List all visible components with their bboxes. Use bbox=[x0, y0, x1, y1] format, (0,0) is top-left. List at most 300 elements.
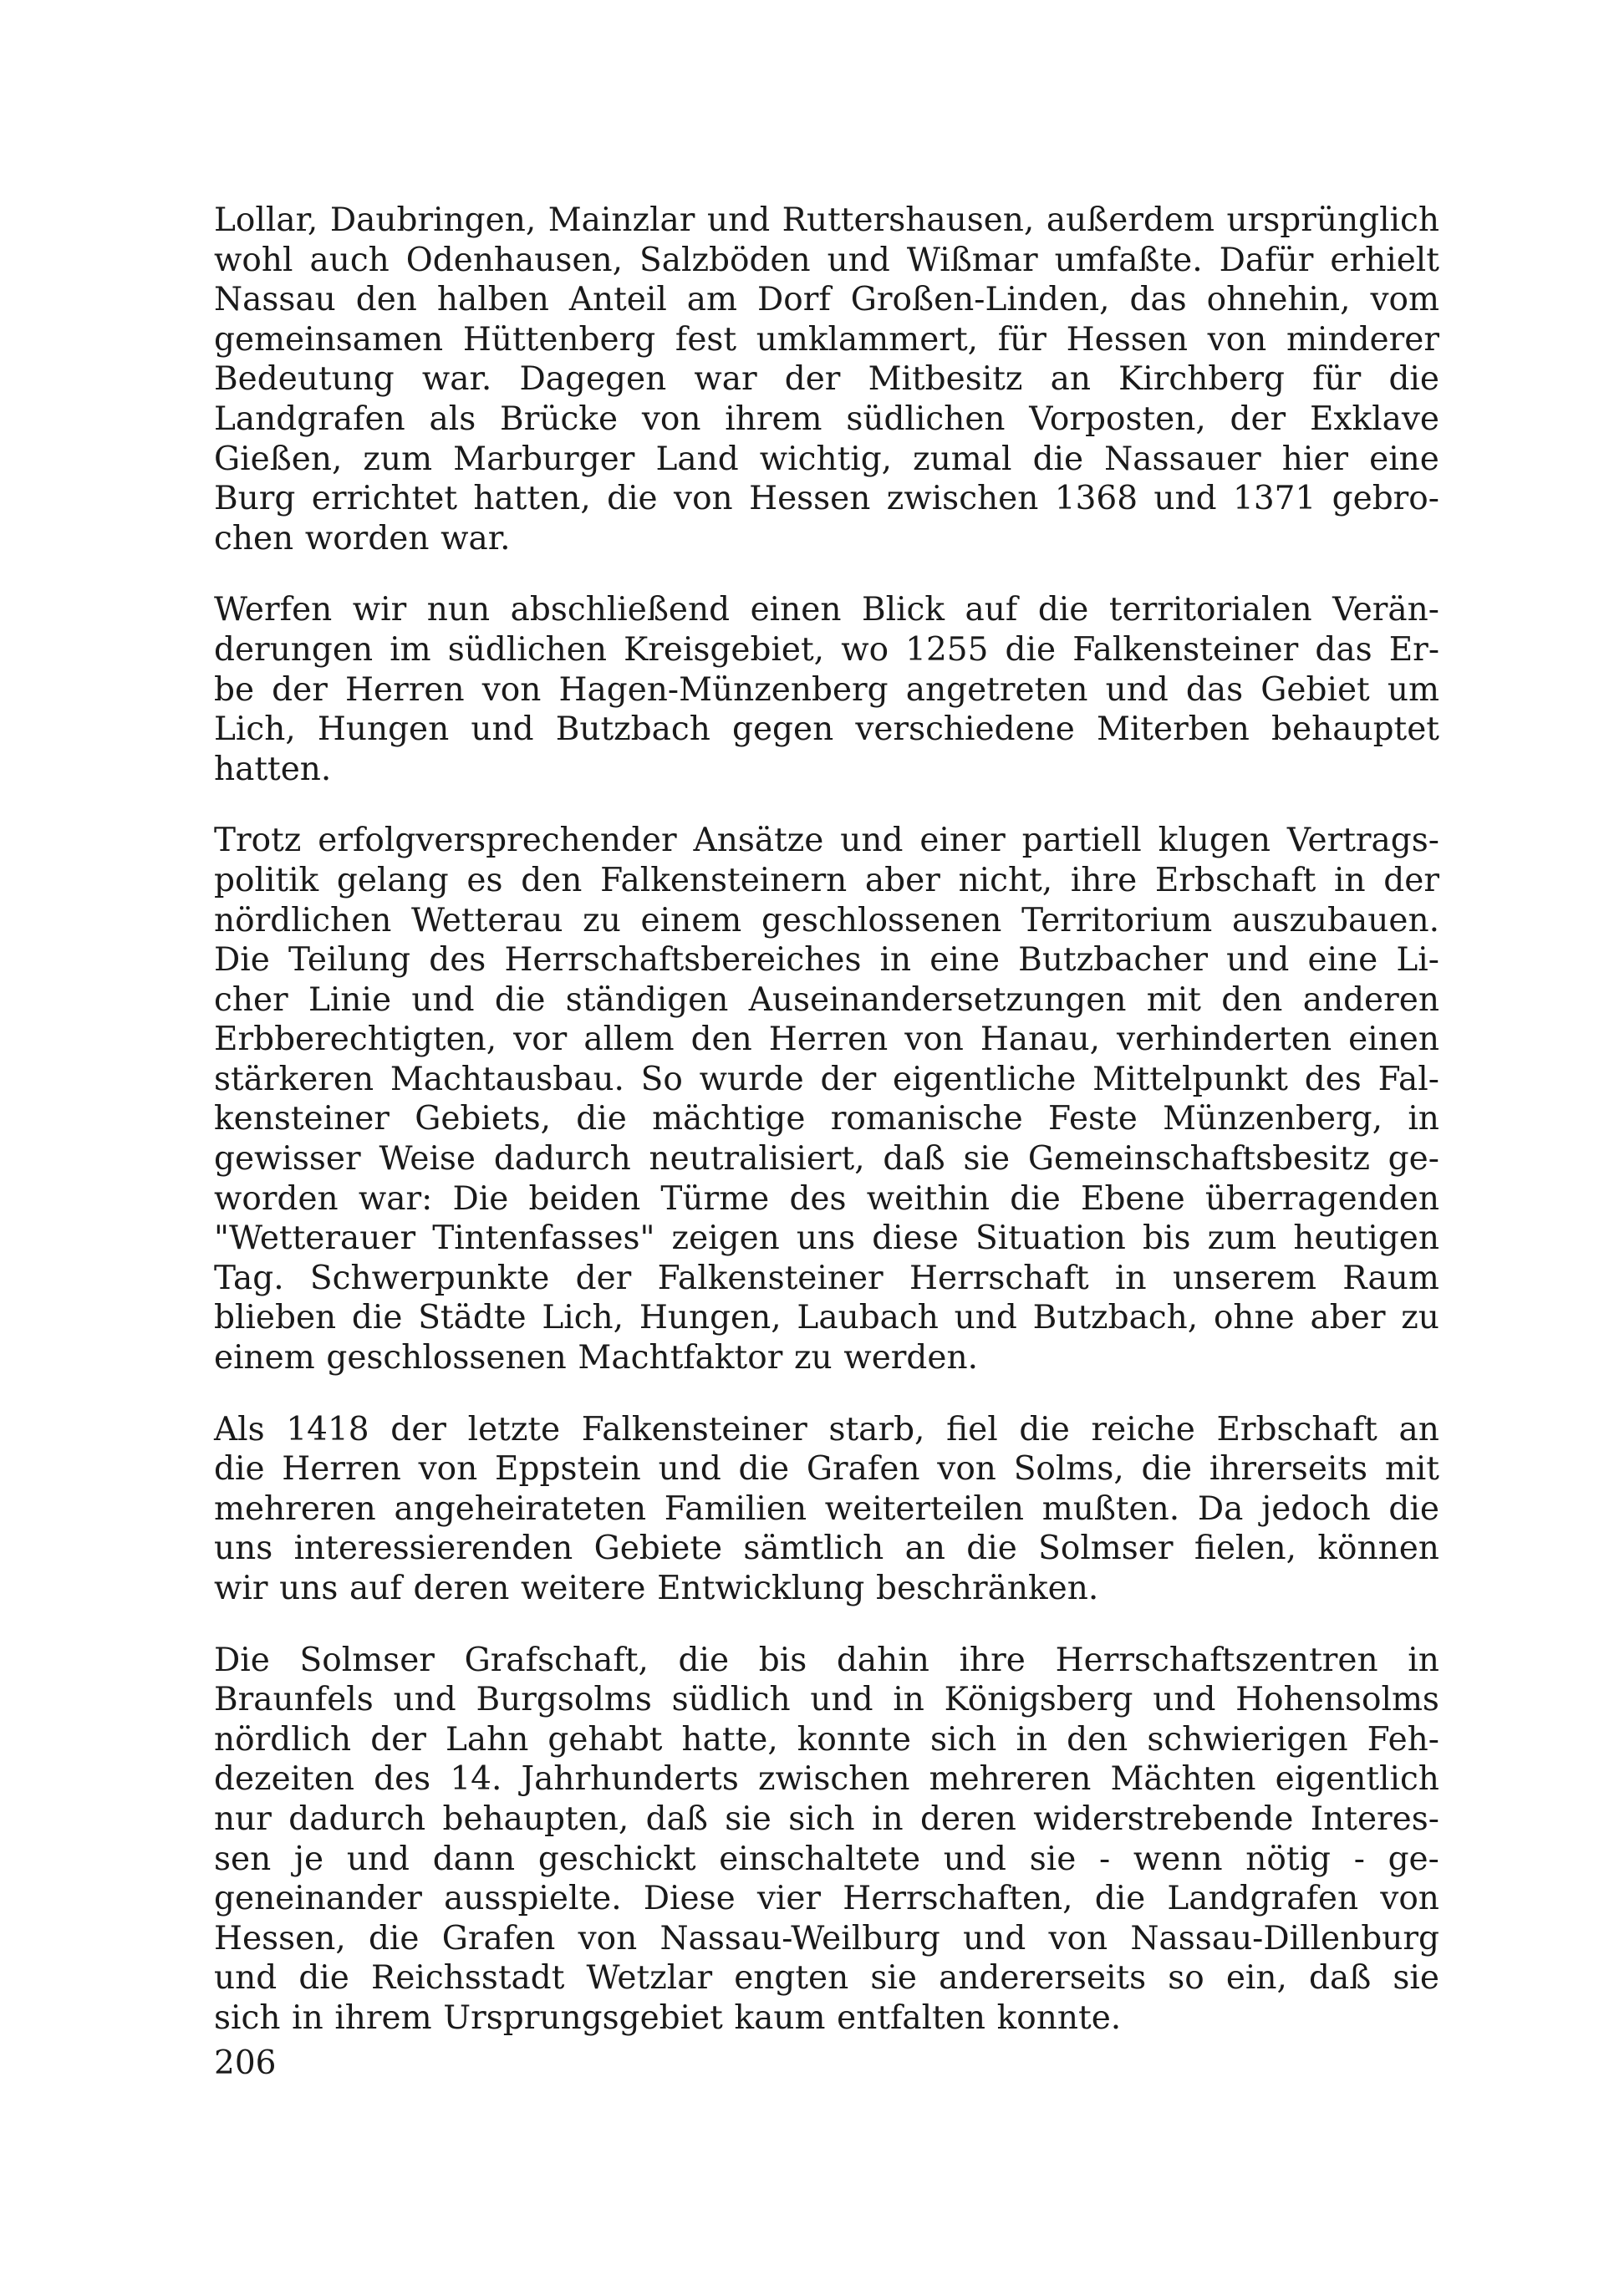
text-line bbox=[214, 1680, 1439, 1720]
word: sämtlich bbox=[743, 1530, 884, 1568]
word: derungen bbox=[214, 630, 374, 669]
word: wenn bbox=[1133, 1840, 1223, 1878]
word: Butzbach, bbox=[1032, 1299, 1199, 1337]
word: Vorposten, bbox=[1029, 400, 1206, 438]
word: am bbox=[686, 281, 737, 319]
word: in bbox=[1334, 861, 1366, 899]
word: die bbox=[1141, 1450, 1193, 1489]
word: Da bbox=[1197, 1489, 1244, 1528]
word: Linie bbox=[308, 980, 392, 1019]
word: um bbox=[1387, 670, 1439, 709]
word: Tag. bbox=[214, 1259, 284, 1297]
word: Laubach bbox=[797, 1299, 939, 1337]
word: ursprünglich bbox=[1226, 201, 1439, 239]
text-line bbox=[214, 750, 1439, 790]
word: zu bbox=[1401, 1299, 1439, 1337]
word: - bbox=[1353, 1840, 1365, 1878]
word: Nassau bbox=[214, 281, 336, 319]
word: und bbox=[827, 241, 890, 279]
word: aber bbox=[864, 861, 940, 899]
word: im bbox=[390, 630, 431, 669]
page-number: 206 bbox=[214, 2044, 277, 2082]
word: in bbox=[292, 1998, 323, 2037]
word: gehabt bbox=[547, 1720, 663, 1759]
word: sen bbox=[214, 1840, 272, 1878]
word: weiterteilen bbox=[824, 1489, 1025, 1528]
word: Grafschaft, bbox=[464, 1641, 649, 1679]
word: eine bbox=[1369, 440, 1439, 478]
word: ohne bbox=[1213, 1299, 1295, 1337]
word: Diese bbox=[643, 1880, 736, 1918]
word: Butzbach bbox=[555, 710, 710, 749]
word: mit bbox=[1146, 980, 1201, 1019]
word: umklammert, bbox=[756, 320, 979, 359]
word: Eppstein bbox=[495, 1450, 641, 1489]
word: uns bbox=[214, 1530, 273, 1568]
word: Auseinandersetzungen bbox=[748, 980, 1127, 1019]
word: Falkensteiner bbox=[657, 1259, 884, 1297]
word: Städte bbox=[418, 1299, 527, 1337]
text-line bbox=[214, 1139, 1439, 1179]
word: Kirchberg bbox=[1118, 360, 1285, 399]
word: Herrschaften, bbox=[843, 1880, 1073, 1918]
word: einen bbox=[750, 591, 842, 629]
word: entfalten bbox=[837, 1998, 986, 2037]
word: für bbox=[997, 320, 1046, 359]
word: und bbox=[943, 1840, 1006, 1878]
word: Solmser bbox=[299, 1641, 435, 1679]
word: abschließend bbox=[510, 591, 731, 629]
word: minderer bbox=[1286, 320, 1439, 359]
word: Die bbox=[214, 941, 270, 980]
word: Odenhausen, bbox=[405, 241, 624, 279]
word: eigentlich bbox=[1275, 1760, 1439, 1799]
word: die bbox=[214, 1450, 265, 1489]
word: daß bbox=[1309, 1959, 1372, 1998]
word: und bbox=[954, 1299, 1017, 1337]
word: Falkensteiner bbox=[581, 1410, 807, 1448]
text-line bbox=[214, 1298, 1439, 1338]
word: Nassauer bbox=[1104, 440, 1261, 478]
word: die bbox=[607, 480, 658, 518]
word: den bbox=[521, 861, 583, 899]
word: in bbox=[1115, 1259, 1147, 1297]
word: Familien bbox=[664, 1489, 807, 1528]
word: von bbox=[418, 1450, 478, 1489]
word: der bbox=[370, 1720, 426, 1759]
word: Wetterau bbox=[411, 901, 563, 939]
word: Herrschaftsbereiches bbox=[504, 941, 862, 980]
word: der bbox=[820, 1060, 877, 1098]
word: Reichsstadt bbox=[370, 1959, 565, 1998]
word: Lich, bbox=[214, 710, 296, 749]
word: Mainzlar bbox=[547, 201, 695, 239]
word: und bbox=[706, 201, 771, 239]
word: Wetzlar bbox=[586, 1959, 713, 1998]
word: einschaltete bbox=[719, 1840, 921, 1878]
word: - bbox=[1098, 1840, 1111, 1878]
word: des bbox=[789, 1179, 847, 1218]
text-line bbox=[214, 519, 1439, 559]
word: Schwerpunkte bbox=[309, 1259, 550, 1297]
word: von bbox=[1380, 1880, 1439, 1918]
word: weithin bbox=[866, 1179, 990, 1218]
word: reiche bbox=[1091, 1410, 1195, 1448]
word: "Wetterauer bbox=[214, 1219, 416, 1258]
text-line bbox=[214, 1569, 1439, 1609]
word: partiell bbox=[1021, 822, 1142, 860]
word: Hessen bbox=[749, 480, 871, 518]
paragraph-5 bbox=[214, 1641, 1439, 2039]
word: ihrem bbox=[725, 400, 822, 438]
word: und bbox=[471, 710, 534, 749]
word: von bbox=[1048, 1919, 1108, 1957]
word: war. bbox=[421, 360, 492, 399]
word: nötig bbox=[1245, 1840, 1331, 1878]
word: mächtige bbox=[652, 1100, 806, 1138]
text-line bbox=[214, 201, 1439, 241]
word: Gebiet bbox=[1260, 670, 1370, 709]
word: Hungen bbox=[317, 710, 450, 749]
word: südlichen bbox=[447, 630, 607, 669]
word: So bbox=[640, 1060, 683, 1098]
word: Burg bbox=[214, 480, 296, 518]
word: dahin bbox=[836, 1641, 929, 1679]
word: beschränken. bbox=[875, 1570, 1099, 1607]
word: die bbox=[1094, 1880, 1146, 1918]
word: außerdem bbox=[1046, 201, 1215, 239]
word: mehreren bbox=[929, 1760, 1092, 1799]
paragraph-1 bbox=[214, 201, 1439, 558]
word: kensteiner bbox=[214, 1100, 390, 1138]
word: und bbox=[840, 822, 904, 860]
word: des bbox=[1304, 1060, 1362, 1098]
word: als bbox=[429, 400, 476, 438]
word: werden. bbox=[843, 1339, 978, 1377]
word: Die bbox=[214, 1641, 270, 1679]
text-line bbox=[214, 1489, 1439, 1530]
word: von bbox=[641, 400, 701, 438]
word: die bbox=[678, 1641, 730, 1679]
word: auf bbox=[965, 591, 1018, 629]
word: ge- bbox=[1388, 1140, 1439, 1179]
word: die bbox=[1010, 1179, 1061, 1218]
word: zum bbox=[1207, 1219, 1277, 1258]
word: Land bbox=[655, 440, 739, 478]
word: worden bbox=[304, 519, 430, 557]
word: Ebene bbox=[1081, 1179, 1185, 1218]
word: Wißmar bbox=[906, 241, 1038, 279]
word: politik bbox=[214, 861, 319, 899]
word: Machtausbau. bbox=[390, 1060, 624, 1098]
word: zu bbox=[794, 1339, 833, 1377]
word: zu bbox=[583, 901, 621, 939]
word: des bbox=[374, 1760, 431, 1799]
word: zwischen bbox=[757, 1760, 910, 1799]
word: diese bbox=[872, 1219, 959, 1258]
word: 1418 bbox=[286, 1410, 369, 1448]
word: gemeinsamen bbox=[214, 320, 444, 359]
word: das bbox=[1129, 281, 1187, 319]
word: anderen bbox=[1302, 980, 1439, 1019]
word: Fal- bbox=[1377, 1060, 1439, 1098]
word: unserem bbox=[1172, 1259, 1316, 1297]
word: Türme bbox=[660, 1179, 770, 1218]
word: bis bbox=[1143, 1219, 1191, 1258]
word: Feh- bbox=[1367, 1720, 1439, 1759]
word: Machtfaktor bbox=[578, 1339, 783, 1377]
word: deren bbox=[919, 1800, 1016, 1838]
word: uns bbox=[796, 1219, 856, 1258]
word: starb, bbox=[828, 1410, 925, 1448]
word: Kreisgebiet, bbox=[624, 630, 825, 669]
word: Verän- bbox=[1332, 591, 1439, 629]
word: Landgrafen bbox=[1167, 1880, 1359, 1918]
word: an bbox=[1050, 360, 1091, 399]
word: Situation bbox=[975, 1219, 1126, 1258]
word: mit bbox=[1384, 1450, 1439, 1489]
word: sie bbox=[1029, 1840, 1077, 1878]
word: Münzenberg, bbox=[1163, 1100, 1383, 1138]
word: geschlossenen bbox=[326, 1339, 567, 1377]
text-line bbox=[214, 1219, 1439, 1259]
word: Gebiets, bbox=[415, 1100, 552, 1138]
word: und bbox=[1105, 670, 1169, 709]
word: von bbox=[937, 1450, 996, 1489]
word: die bbox=[738, 1450, 790, 1489]
word: angeheirateten bbox=[394, 1489, 647, 1528]
word: sie bbox=[725, 1800, 771, 1838]
word: und bbox=[658, 1450, 721, 1489]
word: Solms, bbox=[1013, 1450, 1124, 1489]
word: Interes- bbox=[1310, 1800, 1439, 1838]
word: Gemeinschaftsbesitz bbox=[1027, 1140, 1370, 1179]
text-line bbox=[214, 1879, 1439, 1919]
text-line bbox=[214, 400, 1439, 440]
word: 1371 bbox=[1233, 480, 1316, 518]
word: gegen bbox=[731, 710, 834, 749]
word: zeigen bbox=[671, 1219, 780, 1258]
word: vor bbox=[513, 1021, 568, 1059]
paragraph-3 bbox=[214, 821, 1439, 1377]
word: auch bbox=[309, 241, 390, 279]
word: an bbox=[904, 1530, 945, 1568]
text-line bbox=[214, 440, 1439, 480]
word: Jahrhunderts bbox=[521, 1760, 739, 1799]
word: nördlich bbox=[214, 1720, 352, 1759]
word: be bbox=[214, 670, 255, 709]
word: Feste bbox=[1048, 1100, 1138, 1138]
word: sich bbox=[788, 1800, 855, 1838]
word: dezeiten bbox=[214, 1760, 355, 1799]
word: allem bbox=[583, 1021, 675, 1059]
word: die bbox=[1005, 630, 1057, 669]
word: ohnehin, bbox=[1206, 281, 1351, 319]
word: Herren bbox=[345, 670, 465, 709]
text-line bbox=[214, 670, 1439, 710]
word: und bbox=[346, 1840, 410, 1878]
text-line bbox=[214, 1800, 1439, 1840]
word: Hüttenberg bbox=[462, 320, 656, 359]
word: in bbox=[893, 1681, 924, 1719]
word: widerstrebende bbox=[1033, 1800, 1294, 1838]
word: Herren bbox=[282, 1450, 401, 1489]
word: geschlossenen bbox=[761, 901, 1002, 939]
word: andererseits bbox=[939, 1959, 1147, 1998]
text-line bbox=[214, 1840, 1439, 1880]
word: vom bbox=[1370, 281, 1439, 319]
word: das bbox=[1315, 630, 1372, 669]
word: ihre bbox=[959, 1641, 1026, 1679]
word: ge- bbox=[1388, 1840, 1439, 1878]
word: war: bbox=[358, 1179, 433, 1218]
word: die bbox=[1032, 440, 1084, 478]
word: Erbberechtigten, bbox=[214, 1021, 497, 1059]
word: die bbox=[1388, 360, 1439, 399]
word: so bbox=[1168, 1959, 1204, 1998]
word: der bbox=[272, 670, 328, 709]
word: Raum bbox=[1342, 1259, 1439, 1297]
word: sie bbox=[1393, 1959, 1439, 1998]
word: die bbox=[966, 1530, 1017, 1568]
word: von bbox=[578, 1919, 638, 1957]
word: Werfen bbox=[214, 591, 333, 629]
word: Braunfels bbox=[214, 1681, 374, 1719]
word: der bbox=[1230, 400, 1286, 438]
word: auf bbox=[349, 1570, 402, 1607]
word: Marburger bbox=[453, 440, 635, 478]
text-line bbox=[214, 1449, 1439, 1489]
word: und bbox=[411, 980, 475, 1019]
word: erfolgversprechender bbox=[318, 822, 677, 860]
word: blieben bbox=[214, 1299, 337, 1337]
word: Hagen-Münzenberg bbox=[558, 670, 889, 709]
word: Lollar, bbox=[214, 201, 318, 239]
word: interessierenden bbox=[293, 1530, 573, 1568]
word: in bbox=[1016, 1720, 1048, 1759]
word: erhielt bbox=[1330, 241, 1439, 279]
word: nördlichen bbox=[214, 901, 392, 939]
word: Burgsolms bbox=[476, 1681, 652, 1719]
word: eigentliche bbox=[893, 1060, 1077, 1098]
word: fiel bbox=[946, 1410, 998, 1448]
word: Brücke bbox=[500, 400, 619, 438]
word: ständigen bbox=[565, 980, 729, 1019]
word: Teilung bbox=[288, 941, 411, 980]
word: Lahn bbox=[445, 1720, 529, 1759]
word: Dagegen bbox=[519, 360, 667, 399]
word: für bbox=[1312, 360, 1362, 399]
word: behauptet bbox=[1271, 710, 1439, 749]
word: war bbox=[694, 360, 757, 399]
text-line bbox=[214, 590, 1439, 630]
word: wo bbox=[841, 630, 889, 669]
word: chen bbox=[214, 519, 294, 557]
word: in bbox=[1408, 1641, 1439, 1679]
word: wichtig, bbox=[759, 440, 893, 478]
text-line bbox=[214, 1529, 1439, 1569]
word: Entwicklung bbox=[657, 1570, 865, 1607]
word: hatten, bbox=[473, 480, 591, 518]
text-line bbox=[214, 1338, 1439, 1378]
word: hier bbox=[1281, 440, 1349, 478]
paragraph-4 bbox=[214, 1410, 1439, 1609]
word: die bbox=[351, 1299, 403, 1337]
word: Landgrafen bbox=[214, 400, 405, 438]
word: ausspielte. bbox=[444, 1880, 622, 1918]
word: sich bbox=[929, 1720, 997, 1759]
word: die bbox=[298, 1959, 349, 1998]
word: Ruttershausen, bbox=[782, 201, 1035, 239]
word: Dorf bbox=[756, 281, 831, 319]
word: geschickt bbox=[537, 1840, 696, 1878]
word: südlich bbox=[671, 1681, 791, 1719]
word: den bbox=[690, 1021, 752, 1059]
word: die bbox=[1037, 591, 1089, 629]
word: Großen-Linden, bbox=[850, 281, 1110, 319]
word: Erbschaft bbox=[1154, 861, 1316, 899]
word: von bbox=[1207, 320, 1267, 359]
word: überragenden bbox=[1204, 1179, 1439, 1218]
word: daß bbox=[645, 1800, 708, 1838]
word: Als bbox=[214, 1410, 265, 1448]
word: die bbox=[368, 1919, 420, 1957]
word: Herrschaft bbox=[909, 1259, 1089, 1297]
word: wir bbox=[214, 1570, 268, 1607]
word: 1255 bbox=[905, 630, 989, 669]
word: und bbox=[1153, 480, 1217, 518]
word: und bbox=[963, 1919, 1026, 1957]
text-line bbox=[214, 710, 1439, 750]
word: uns bbox=[279, 1570, 339, 1607]
word: romanische bbox=[830, 1100, 1023, 1138]
word: Weise bbox=[379, 1140, 476, 1179]
text-line bbox=[214, 1099, 1439, 1139]
word: Gießen, bbox=[214, 440, 343, 478]
word: es bbox=[466, 861, 503, 899]
word: an bbox=[1398, 1410, 1439, 1448]
word: zumal bbox=[913, 440, 1012, 478]
word: wurde bbox=[699, 1060, 804, 1098]
word: konnte. bbox=[996, 1998, 1122, 2037]
word: angetreten bbox=[905, 670, 1088, 709]
word: zum bbox=[363, 440, 433, 478]
text-line bbox=[214, 861, 1439, 901]
word: und bbox=[810, 1681, 873, 1719]
word: das bbox=[1185, 670, 1244, 709]
word: nur bbox=[214, 1800, 272, 1838]
word: Hessen, bbox=[214, 1919, 346, 1957]
word: Königsberg bbox=[944, 1681, 1133, 1719]
word: Territorium bbox=[1021, 901, 1213, 939]
word: von bbox=[481, 670, 542, 709]
word: der bbox=[1383, 861, 1439, 899]
word: aber bbox=[1310, 1299, 1386, 1337]
word: ein, bbox=[1225, 1959, 1287, 1998]
word: dann bbox=[432, 1840, 516, 1878]
text-line bbox=[214, 241, 1439, 281]
text-line bbox=[214, 940, 1439, 980]
text-line bbox=[214, 1060, 1439, 1100]
word: klugen bbox=[1158, 822, 1271, 860]
word: dadurch bbox=[493, 1140, 631, 1179]
word: Dafür bbox=[1219, 241, 1314, 279]
word: gebro- bbox=[1332, 480, 1439, 518]
word: Nassau-Dillenburg bbox=[1130, 1919, 1439, 1957]
word: fielen, bbox=[1194, 1530, 1297, 1568]
word: verhinderten bbox=[1117, 1021, 1332, 1059]
word: schwierigen bbox=[1147, 1720, 1348, 1759]
